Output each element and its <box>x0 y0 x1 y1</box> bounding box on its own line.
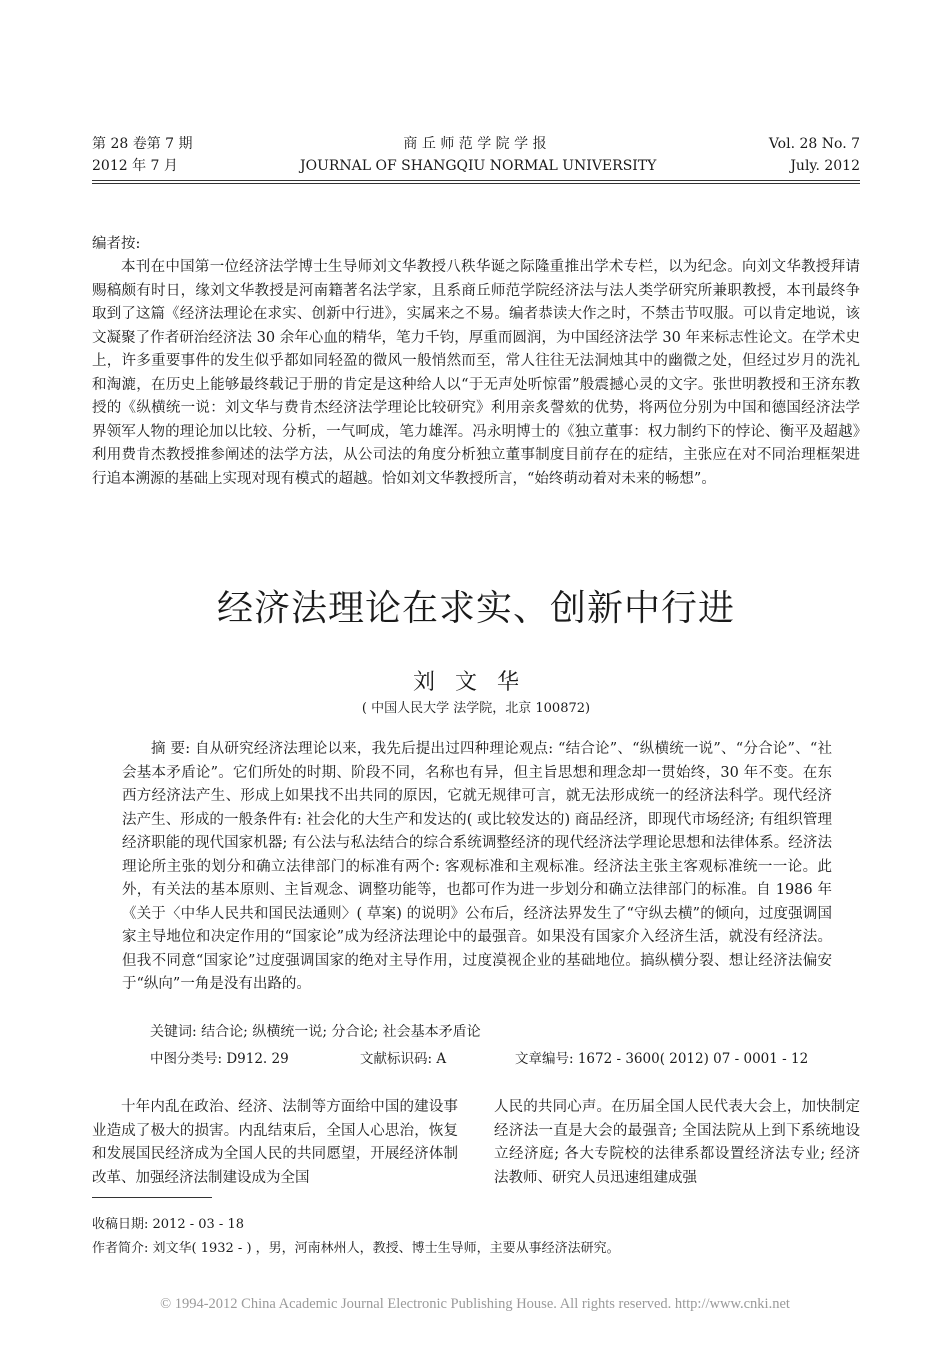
volume-number-en: Vol. 28 No. 7 <box>768 136 860 152</box>
journal-name <box>300 133 657 177</box>
header-rule-top <box>92 180 860 181</box>
publication-date-line: 2012 年 7 月 <box>92 158 178 174</box>
clc-number: 中图分类号: D912. 29 <box>150 1051 289 1067</box>
article-title: 经济法理论在求实、创新中行进 <box>216 588 735 629</box>
body-column-left: 十年内乱在政治、经济、法制等方面给中国的建设事业造成了极大的损害。内乱结束后，全国人心思治，恢复和发展国民经济成为全国人民的共同愿望，开展经济体制改革、加强经济法制建设成为全国 <box>92 1099 458 1186</box>
article-number: 文章编号: 1672 - 3600( 2012) 07 - 0001 - 12 <box>515 1051 809 1067</box>
article-author: 刘文华 <box>412 670 539 695</box>
author-bio: 作者简介: 刘文华( 1932 - ) ，男，河南林州人，教授、博士生导师，主要从事经济法研究。 <box>92 1241 620 1256</box>
journal-name-cn: 商 丘 师 范 学 院 学 报 <box>403 136 547 152</box>
editor-note-label: 编者按: <box>92 236 141 252</box>
volume-issue-line: 第 28 卷第 7 期 <box>92 136 193 152</box>
editor-note-text: 本刊在中国第一位经济法学博士生导师刘文华教授八秩华诞之际隆重推出学术专栏，以为纪念。向刘文华教授拜请赐稿颇有时日，缘刘文华教授是河南籍著名法学家，且系商丘师范学院经济法与法人类学研究所兼职教授，本刊最终争取到了这篇《经济法理论在求实、创新中行进》，实属来之不易。编者恭读大作之时，不禁击节叹服。可以肯定地说，该文凝聚了作者研治经济法 30 余年心血的精华，笔力千钧，厚重而圆润，为中国经济法学 30 年来标志性论文。在学术史上，许多重要事件的发生似乎都如同轻盈的微风一般悄然而至，常人往往无法洞烛其中的幽微之处，但经过岁月的洗礼和淘漉，在历史上能够最终载记于册的肯定是这种给人以“于无声处听惊雷”般震撼心灵的文字。张世明教授和王济东教授的《纵横统一说：刘文华与费肯杰经济法学理论比较研究》利用亲炙謦欬的优势，将两位分别为中国和德国经济法学界领军人物的理论加以比较、分析，一气呵成，笔力雄浑。冯永明博士的《独立董事：权力制约下的悖论、衡平及超越》利用费肯杰教授推参阐述的法学方法，从公司法的角度分析独立董事制度目前存在的症结，主张应在对不同治理框架进行追本溯源的基础上实现对现有模式的超越。恰如刘文华教授所言，“始终萌动着对未来的畅想”。 <box>92 259 860 487</box>
document-code: 文献标识码: A <box>360 1051 447 1067</box>
header-rule-bottom <box>92 183 860 184</box>
author-affiliation: ( 中国人民大学 法学院，北京 100872) <box>361 701 591 716</box>
copyright-footer: © 1994-2012 China Academic Journal Electronic Publishing House. All rights reserved. http://www.cnki.net <box>160 1296 790 1312</box>
date-en: July. 2012 <box>790 158 860 174</box>
journal-volume-issue <box>92 133 193 177</box>
received-date: 收稿日期: 2012 - 03 - 18 <box>92 1217 244 1232</box>
keywords: 关键词: 结合论; 纵横统一说; 分合论; 社会基本矛盾论 <box>150 1024 481 1040</box>
journal-volume-en <box>769 133 860 177</box>
body-column-right: 人民的共同心声。在历届全国人民代表大会上，加快制定经济法一直是大会的最强音; 全国法院从上到下系统地设立经济庭; 各大专院校的法律系都设置经济法专业; 经济法教师、研究人员迅速组建成强 <box>494 1099 860 1186</box>
abstract: 摘 要: 自从研究经济法理论以来，我先后提出过四种理论观点: “结合论”、“纵横统一说”、“分合论”、“社会基本矛盾论”。它们所处的时期、阶段不同，名称也有异，但主旨思想和理念却一贯始终，30 年不变。在东西方经济法产生、形成上如果找不出共同的原因，它就无规律可言，就无法形成统一的经济法科学。现代经济法产生、形成的一般条件有: 社会化的大生产和发达的( 或比较发达的) 商品经济，即现代市场经济; 有组织管理经济职能的现代国家机器; 有公法与私法结合的综合系统调整经济的现代经济法学理论思想和法律体系。经济法理论所主张的划分和确立法律部门的标准有两个: 客观标准和主观标准。经济法主张主客观标准统一一论。此外，有关法的基本原则、主旨观念、调整功能等，也都可作为进一步划分和确立法律部门的标准。自 1986 年《关于〈中华人民共和国民法通则〉( 草案) 的说明》公布后，经济法界发生了“守纵去横”的倾向，过度强调国家主导地位和决定作用的“国家论”成为经济法理论中的最强音。如果没有国家介入经济生活，就没有经济法。但我不同意“国家论”过度强调国家的绝对主导作用，过度漠视企业的基础地位。搞纵横分裂、想让经济法偏安于“纵向”一角是没有出路的。 <box>122 741 832 992</box>
journal-name-en: JOURNAL OF SHANGQIU NORMAL UNIVERSITY <box>300 158 657 174</box>
footnote-rule <box>92 1197 212 1198</box>
